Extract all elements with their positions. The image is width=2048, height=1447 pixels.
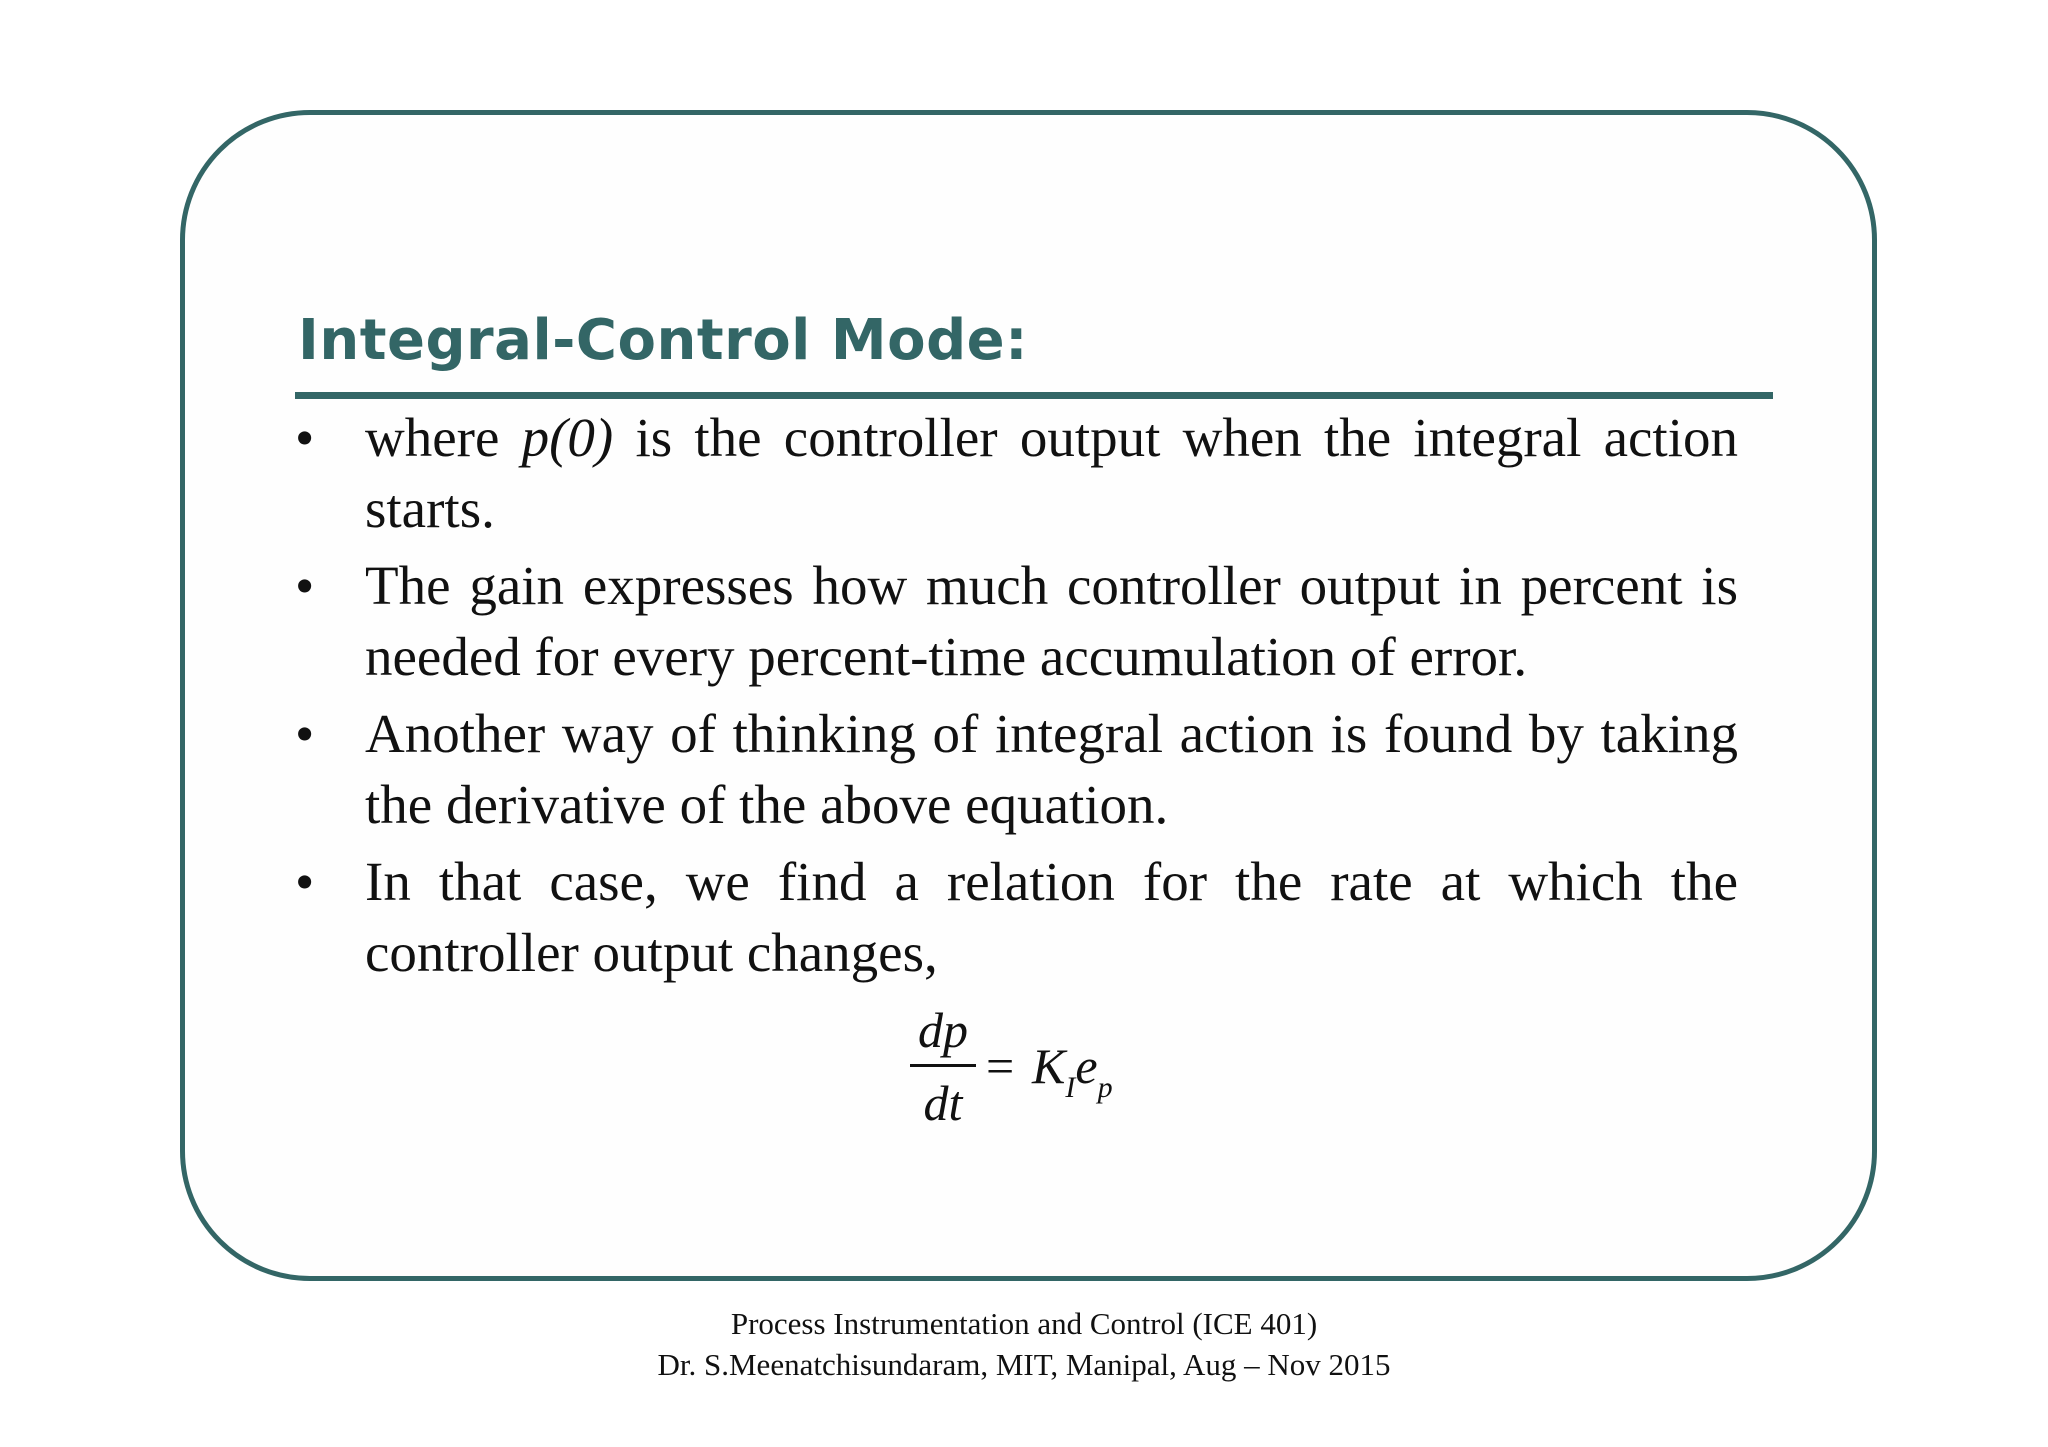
equation-gain-subscript: I [1065, 1071, 1076, 1104]
bullet-marker: • [295, 851, 315, 912]
footer-author: Dr. S.Meenatchisundaram, MIT, Manipal, Aug – Nov 2015 [657, 1347, 1391, 1382]
bullet-marker: • [295, 703, 315, 764]
title-underline [295, 392, 1773, 399]
bullet-item [295, 698, 1738, 840]
bullet-text: Another way of thinking of integral action is found by taking the derivative of the above equation. [365, 703, 1738, 835]
equation-equals-sign: = [986, 1038, 1015, 1094]
equation-error-subscript: p [1097, 1071, 1113, 1104]
bullet-italic-term: p(0) [521, 407, 614, 468]
equation-gain-symbol: K [1032, 1038, 1066, 1094]
equation-error-symbol: e [1075, 1038, 1098, 1094]
bullet-item [295, 402, 1738, 544]
bullet-item [295, 846, 1738, 988]
bullet-marker: • [295, 555, 315, 616]
footer-course: Process Instrumentation and Control (ICE 401) [730, 1306, 1318, 1341]
slide-title: Integral-Control Mode: [298, 308, 1029, 373]
fraction-bar [910, 1064, 976, 1067]
bullet-item [295, 550, 1738, 692]
equation-denominator: dt [923, 1075, 963, 1131]
equation-fraction [910, 1000, 976, 1133]
equation-numerator: dp [918, 1002, 968, 1058]
bullet-marker: • [295, 407, 315, 468]
bullet-text: The gain expresses how much controller output in percent is needed for every percent-time accumulation of error. [365, 555, 1738, 687]
slide-footer [0, 1303, 2048, 1385]
bullet-text: is the controller output when the integral action starts. [365, 407, 1738, 539]
bullet-text: In that case, we find a relation for the rate at which the controller output changes, [365, 851, 1738, 983]
bullet-text: where [365, 407, 522, 468]
equation-rhs [1032, 1036, 1113, 1104]
bullet-list [295, 402, 1738, 994]
